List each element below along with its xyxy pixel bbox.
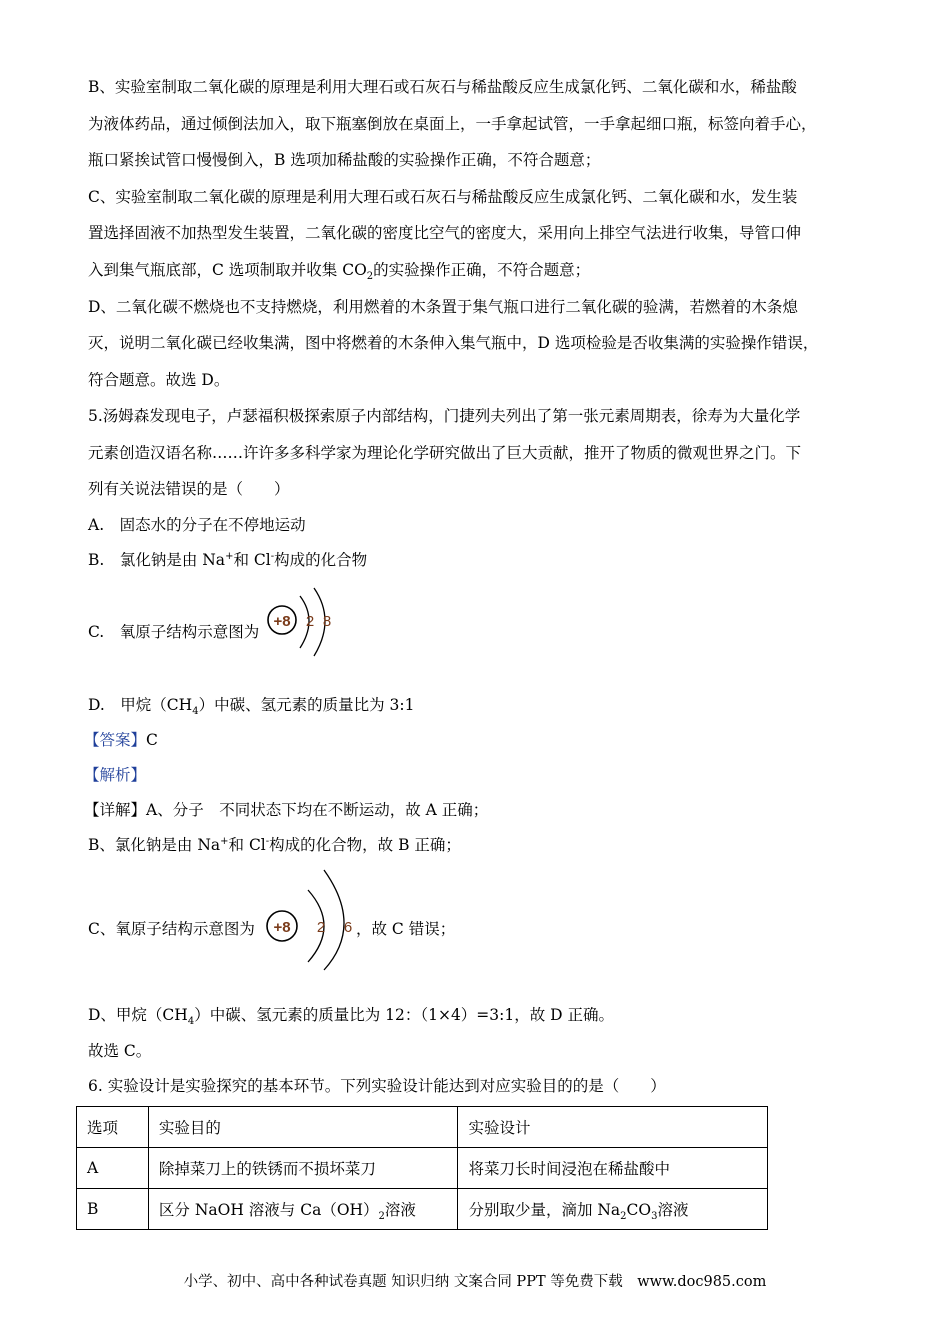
text: 溶液: [384, 1201, 416, 1219]
table-header-row: [77, 1107, 768, 1148]
text: 溶液: [657, 1201, 689, 1219]
text: ）中碳、氢元素的质量比为 3:1: [198, 696, 415, 714]
shell-2-count: 6: [343, 919, 353, 936]
shell-1-count: 2: [305, 613, 315, 630]
oxygen-atom-diagram-detail: [262, 864, 362, 972]
shell-1-count: 2: [316, 919, 326, 936]
detail-line-c-suffix: ，故 C 错误；: [356, 920, 456, 938]
question-5-option-c: C. 氧原子结构示意图为: [88, 623, 260, 641]
question-5-option-a: A. 固态水的分子在不停地运动: [88, 516, 306, 534]
header-purpose: 实验目的: [148, 1107, 458, 1148]
question-6-table: [76, 1106, 768, 1230]
oxygen-atom-diagram-option-c: [262, 586, 342, 662]
row-a-option: A: [77, 1148, 149, 1189]
superscript: +: [225, 550, 234, 562]
text: 构成的化合物: [274, 551, 368, 569]
paragraph-b-line-1: B、实验室制取二氧化碳的原理是利用大理石或石灰石与稀盐酸反应生成氯化钙、二氧化碳和水，稀盐酸: [88, 78, 797, 96]
detail-line-d: [88, 1005, 615, 1028]
answer-value: C: [146, 731, 158, 749]
detail-label: 【详解】: [84, 801, 147, 819]
paragraph-b-line-2: 为液体药品，通过倾倒法加入，取下瓶塞倒放在桌面上，一手拿起试管，一手拿起细口瓶，标签向着手心，: [88, 115, 817, 133]
header-design: 实验设计: [458, 1107, 768, 1148]
paragraph-c-line-3: [88, 260, 591, 283]
text: 入到集气瓶底部，C 选项制取并收集 CO: [88, 261, 367, 279]
text: A、分子 不同状态下均在不断运动，故 A 正确；: [146, 801, 489, 819]
paragraph-d-line-2: 灭，说明二氧化碳已经收集满，图中将燃着的木条伸入集气瓶中，D 选项检验是否收集满的实验操作错误，: [88, 334, 819, 352]
question-6-stem: 6. 实验设计是实验探究的基本环节。下列实验设计能达到对应实验目的的是（ ）: [88, 1077, 666, 1095]
superscript: +: [220, 835, 229, 847]
text: 和 Cl: [233, 551, 271, 569]
page-footer: 小学、初中、高中各种试卷真题 知识归纳 文案合同 PPT 等免费下载 www.doc985.com: [183, 1274, 767, 1290]
detail-line-c-prefix: C、氧原子结构示意图为: [88, 920, 255, 938]
row-b-purpose: [148, 1189, 458, 1230]
question-5-option-d: [88, 695, 415, 718]
row-b-design: [458, 1189, 768, 1230]
answer-label: 【答案】: [84, 731, 147, 749]
detail-line-a: [84, 800, 488, 820]
paragraph-c-line-2: 置选择固液不加热型发生装置，二氧化碳的密度比空气的密度大，采用向上排空气法进行收集，导管口伸: [88, 224, 802, 242]
detail-line-b: [88, 835, 461, 855]
text: 和 Cl: [228, 836, 266, 854]
table-row: [77, 1148, 768, 1189]
text: 分别取少量，滴加 Na: [468, 1201, 621, 1219]
question-5-stem-2: 元素创造汉语名称……许许多多科学家为理论化学研究做出了巨大贡献，推开了物质的微观世界之门。下: [88, 444, 802, 462]
analysis-label: 【解析】: [84, 766, 147, 784]
text: B、氯化钠是由 Na: [88, 836, 221, 854]
subscript: 2: [620, 1211, 627, 1223]
text: 构成的化合物，故 B 正确；: [269, 836, 461, 854]
superscript: -: [265, 835, 270, 847]
row-a-purpose: 除掉菜刀上的铁锈而不损坏菜刀: [148, 1148, 458, 1189]
text: ）中碳、氢元素的质量比为 12：（1×4）=3:1，故 D 正确。: [194, 1006, 615, 1024]
subscript: 4: [187, 1016, 195, 1028]
question-5-stem-1: 5.汤姆森发现电子，卢瑟福积极探索原子内部结构，门捷列夫列出了第一张元素周期表，徐寿为大量化学: [88, 407, 801, 425]
text: 区分 NaOH 溶液与 Ca（OH）: [158, 1201, 379, 1219]
paragraph-d-line-1: D、二氧化碳不燃烧也不支持燃烧，利用燃着的木条置于集气瓶口进行二氧化碳的验满，若燃着的木条熄: [88, 298, 798, 316]
text: CO: [626, 1201, 652, 1219]
shell-2-count: 8: [322, 613, 332, 630]
conclusion: 故选 C。: [88, 1042, 152, 1060]
paragraph-b-line-3: 瓶口紧挨试管口慢慢倒入，B 选项加稀盐酸的实验操作正确，不符合题意；: [88, 151, 601, 169]
text: B. 氯化钠是由 Na: [88, 551, 226, 569]
text: 的实验操作正确，不符合题意；: [373, 261, 591, 279]
text: D. 甲烷（CH: [88, 696, 193, 714]
row-a-design: 将菜刀长时间浸泡在稀盐酸中: [458, 1148, 768, 1189]
paragraph-c-line-1: C、实验室制取二氧化碳的原理是利用大理石或石灰石与稀盐酸反应生成氯化钙、二氧化碳和水，发生装: [88, 188, 798, 206]
table-row: [77, 1189, 768, 1230]
answer-line: [84, 730, 158, 750]
paragraph-d-line-3: 符合题意。故选 D。: [88, 371, 230, 389]
question-5-option-b: [88, 550, 367, 570]
question-5-stem-3: 列有关说法错误的是（ ）: [88, 480, 290, 498]
row-b-option: B: [77, 1189, 149, 1230]
nucleus-label: +8: [273, 919, 291, 936]
superscript: -: [270, 550, 275, 562]
subscript: 2: [378, 1211, 385, 1223]
subscript: 4: [192, 706, 199, 718]
subscript: 3: [651, 1211, 658, 1223]
nucleus-label: +8: [273, 613, 291, 630]
subscript: 2: [366, 271, 374, 283]
header-option: 选项: [77, 1107, 149, 1148]
text: D、甲烷（CH: [88, 1006, 188, 1024]
